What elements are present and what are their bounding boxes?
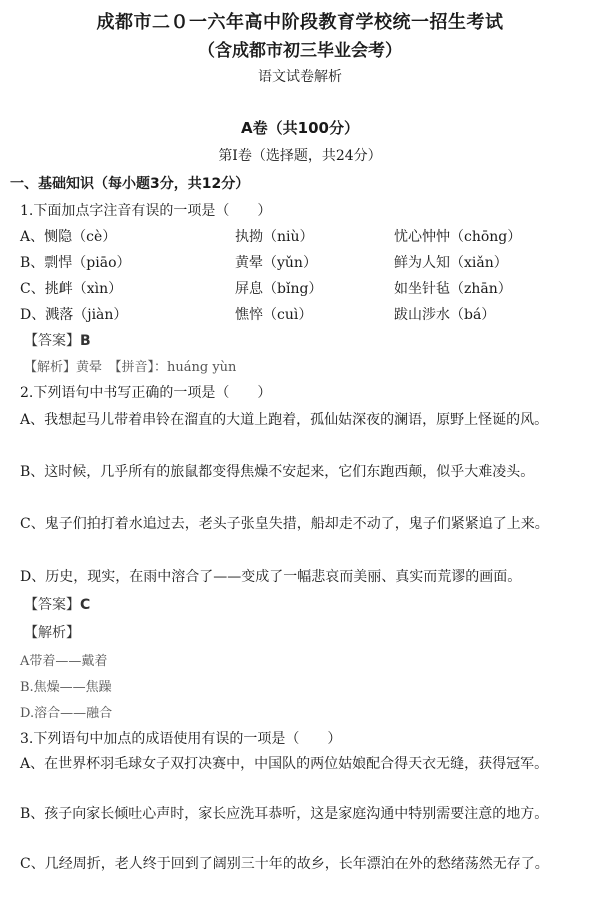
volume-heading: A卷（共100分） bbox=[241, 119, 359, 137]
q2-option-d: D、历史，现实，在雨中溶合了——变成了一幅悲哀而美丽、真实而荒谬的画面。 bbox=[20, 569, 522, 585]
exam-title: 成都市二０一六年高中阶段教育学校统一招生考试 bbox=[96, 12, 504, 33]
q1-option-a-3: 忧心忡忡（chōng） bbox=[394, 229, 522, 245]
q2-answer-label: 【答案】 bbox=[24, 597, 80, 613]
q2-note-2: B.焦燥——焦躁 bbox=[20, 680, 112, 695]
q1-option-a-1: A、恻隐（cè） bbox=[20, 229, 117, 245]
part-heading: 第Ⅰ卷（选择题，共24分） bbox=[218, 148, 382, 164]
q2-option-a: A、我想起马儿带着串铃在溜直的大道上跑着，孤仙姑深夜的澜语，原野上怪诞的风。 bbox=[20, 412, 549, 428]
q2-option-b: B、这时候，几乎所有的旅鼠都变得焦燥不安起来，它们东跑西颠，似乎大难凌头。 bbox=[20, 464, 535, 480]
q1-option-c-2: 屏息（bǐng） bbox=[235, 281, 323, 297]
exam-subtitle: （含成都市初三毕业会考） bbox=[198, 41, 402, 61]
q3-option-c: C、几经周折，老人终于回到了阔别三十年的故乡，长年漂泊在外的愁绪荡然无存了。 bbox=[20, 856, 549, 872]
q2-option-c: C、鬼子们拍打着水追过去，老头子张皇失措，船却走不动了，鬼子们紧紧追了上来。 bbox=[20, 516, 549, 532]
q1-option-d-1: D、溅落（jiàn） bbox=[20, 307, 128, 323]
q2-analysis-label: 【解析】 bbox=[24, 625, 80, 641]
document-type: 语文试卷解析 bbox=[258, 69, 342, 85]
q1-option-a-2: 执拗（niù） bbox=[235, 229, 314, 245]
q3-option-b: B、孩子向家长倾吐心声时，家长应洗耳恭听，这是家庭沟通中特别需要注意的地方。 bbox=[20, 806, 549, 822]
q1-stem: 1.下面加点字注音有误的一项是（ ） bbox=[20, 203, 272, 219]
q2-note-1: A带着——戴着 bbox=[20, 654, 108, 669]
q2-stem: 2.下列语句中书写正确的一项是（ ） bbox=[20, 385, 272, 401]
q2-answer bbox=[24, 594, 90, 614]
q1-option-b-3: 鲜为人知（xiǎn） bbox=[394, 255, 508, 271]
q3-stem: 3.下列语句中加点的成语使用有误的一项是（ ） bbox=[20, 731, 342, 747]
q1-option-d-3: 跋山涉水（bá） bbox=[394, 307, 496, 323]
q1-option-c-1: C、挑衅（xìn） bbox=[20, 281, 123, 297]
q1-option-c-3: 如坐针毡（zhān） bbox=[394, 281, 512, 297]
q1-answer-label: 【答案】 bbox=[24, 333, 80, 349]
q3-option-a: A、在世界杯羽毛球女子双打决赛中，中国队的两位姑娘配合得天衣无缝，获得冠军。 bbox=[20, 756, 549, 772]
q1-option-d-2: 憔悴（cuì） bbox=[235, 307, 313, 323]
q1-analysis-text: 黄晕 【拼音】：huáng yùn bbox=[76, 360, 237, 375]
q2-answer-value: C bbox=[80, 597, 91, 613]
q1-option-b-2: 黄晕（yǔn） bbox=[235, 255, 317, 271]
q2-note-3: D.溶合——融合 bbox=[20, 706, 113, 721]
q1-option-b-1: B、剽悍（piāo） bbox=[20, 255, 131, 271]
q1-answer-value: B bbox=[80, 333, 91, 349]
q1-analysis-label: 【解析】 bbox=[24, 360, 77, 375]
q1-answer bbox=[24, 330, 91, 350]
q1-analysis bbox=[24, 356, 236, 375]
section-heading: 一、基础知识（每小题3分，共12分） bbox=[10, 176, 250, 192]
